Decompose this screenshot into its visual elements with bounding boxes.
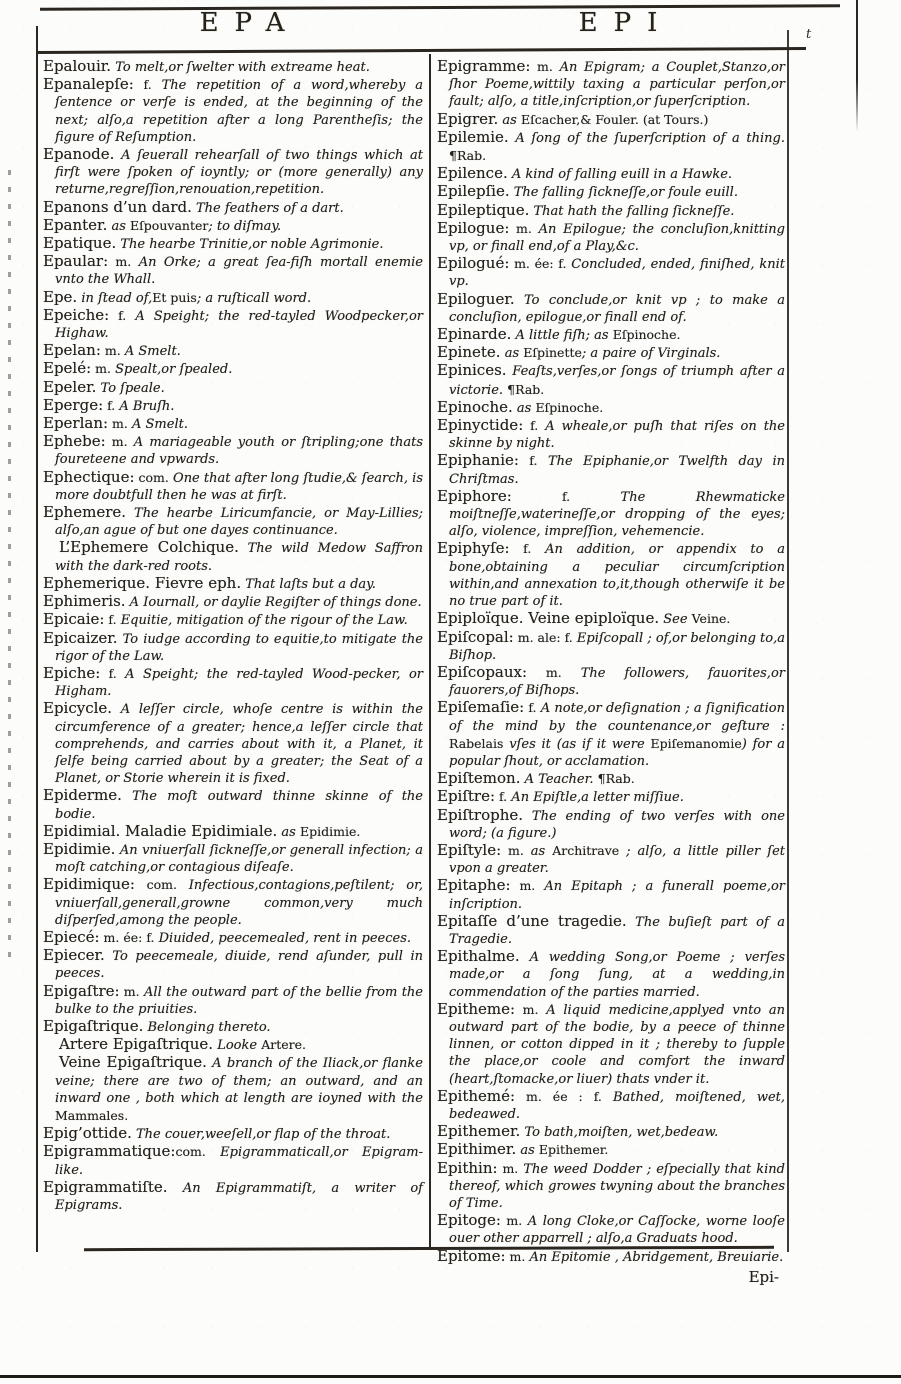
entry-text: A long Cloke,or Caſſocke, worne looſe ouer other apparrell ; alſo,a Graduats hood. bbox=[449, 1214, 785, 1247]
entry-headword: Ephemerique. Fievre eph. bbox=[43, 573, 242, 592]
dictionary-entry bbox=[437, 913, 785, 948]
dictionary-entry bbox=[437, 1212, 785, 1247]
entry-text: An Epitomie , Abridgement, Breuiarie. bbox=[525, 1249, 784, 1265]
entry-text: Eſpinoche. bbox=[612, 327, 681, 343]
entry-headword: Ephectique: bbox=[43, 467, 135, 486]
dictionary-entry bbox=[437, 699, 785, 770]
entry-headword: Epilence. bbox=[437, 164, 508, 183]
entry-headword: Epanode. bbox=[43, 145, 115, 164]
right-column bbox=[437, 58, 785, 1286]
entry-headword: Epiſtemon. bbox=[437, 769, 521, 788]
entry-headword: Epicaie: bbox=[43, 610, 105, 629]
entry-headword: Epe. bbox=[43, 287, 78, 306]
running-head-epi: EPI bbox=[578, 8, 674, 38]
entry-text: All the outward part of the bellie from the bulke to the priuities. bbox=[55, 984, 423, 1017]
dictionary-entry bbox=[437, 488, 785, 541]
entry-text: That laſts but a day. bbox=[241, 576, 376, 592]
dictionary-entry bbox=[437, 129, 785, 165]
right-frame-border bbox=[787, 30, 789, 1252]
entry-text: A wedding Song,or Poeme ; verſes made,or a ſong ſung, at a wedding,in commendation of the parties married. bbox=[449, 950, 785, 1000]
entry-text: A Bruſh. bbox=[115, 398, 175, 414]
entry-text: A Iournall, or daylie Regiſter of things done. bbox=[125, 595, 422, 611]
entry-text: An vniuerſall ſickneſſe,or generall infection; a moſt catching,or contagious diſeaſe. bbox=[55, 842, 423, 876]
dictionary-entry bbox=[437, 344, 785, 362]
entry-headword: Epeler. bbox=[43, 377, 97, 396]
entry-text: Bathed, moiſtened, wet, bedeawed. bbox=[449, 1089, 785, 1122]
entry-headword: Epigaſtrique. bbox=[43, 1016, 144, 1035]
dictionary-entry bbox=[437, 452, 785, 487]
entry-text: m. bbox=[497, 1160, 519, 1176]
entry-text: as bbox=[498, 112, 521, 128]
entry-headword: Epiſtre: bbox=[437, 787, 496, 806]
dictionary-entry bbox=[437, 1160, 785, 1213]
entry-text: The ending of two verſes with one word; (a figure.) bbox=[449, 808, 785, 841]
entry-headword: Epinyctide: bbox=[437, 416, 524, 435]
entry-text: An Orke; a great ſea-fiſh mortall enemie vnto the Whall. bbox=[55, 255, 423, 288]
entry-headword: Epicycle. bbox=[43, 699, 113, 718]
dictionary-entry bbox=[43, 665, 423, 700]
entry-text: m. ée: f. bbox=[509, 256, 567, 272]
entry-headword: Epiphanie: bbox=[437, 451, 519, 470]
entry-headword: Epilemie. bbox=[437, 127, 509, 146]
dictionary-entry bbox=[43, 700, 423, 787]
entry-text: The repetition of a word,whereby a ſentence or verſe is ended, at the beginning of the next; alſo,a repetition after a long Parentheſis; the figure of Reſumption. bbox=[55, 78, 423, 145]
entry-text: An Epilogue; the concluſion,knitting vp, or finall end,of a Play,&c. bbox=[449, 221, 785, 255]
entry-text: Equitie, mitigation of the rigour of the Law. bbox=[116, 613, 408, 629]
entry-text: To peecemeale, diuide, rend aſunder, pull in peeces. bbox=[55, 949, 423, 982]
corner-signature-mark: t bbox=[806, 27, 812, 42]
dictionary-entry bbox=[43, 929, 423, 947]
entry-headword: Epiphore: bbox=[437, 486, 512, 505]
dictionary-entry bbox=[43, 947, 423, 982]
right-column-entries bbox=[437, 58, 785, 1266]
running-head-epa: EPA bbox=[199, 8, 301, 38]
left-frame-border bbox=[36, 26, 38, 1252]
entry-text: as bbox=[277, 824, 300, 840]
entry-text: Epigrammaticall,or Epigram-like. bbox=[55, 1145, 423, 1178]
dictionary-entry bbox=[437, 291, 785, 326]
dictionary-entry bbox=[437, 807, 785, 842]
entry-headword: Epiſtyle: bbox=[437, 840, 502, 859]
entry-headword: Epilepſie. bbox=[437, 182, 510, 201]
entry-text: m. ale: f. bbox=[513, 629, 573, 645]
header-rule bbox=[38, 47, 806, 54]
entry-headword: Epiloguer. bbox=[437, 289, 515, 308]
entry-headword: Epelan: bbox=[43, 341, 101, 360]
entry-text: A Teacher. bbox=[520, 772, 598, 788]
entry-text: The followers, fauorites,or fauorers,of Biſhops. bbox=[449, 665, 785, 699]
dictionary-entry bbox=[43, 146, 423, 199]
entry-text: A ſong of the ſuperſcription of a thing. bbox=[508, 130, 785, 146]
dictionary-entry bbox=[43, 1018, 423, 1036]
entry-headword: Epinoche. bbox=[437, 397, 513, 416]
dictionary-entry bbox=[437, 877, 785, 912]
entry-text: as bbox=[523, 843, 553, 859]
entry-text: m. bbox=[91, 361, 111, 377]
entry-text: A Speight; the red-tayled Wood-pecker, or Higham. bbox=[55, 666, 423, 700]
entry-headword: Ephemere. bbox=[43, 503, 127, 522]
dictionary-entry bbox=[43, 253, 423, 288]
entry-text: Veine. bbox=[691, 611, 731, 627]
entry-text: The hearbe Liricumfancie, or May-Lillies; alſo,an ague of but one dayes continuance. bbox=[55, 506, 423, 539]
dictionary-entry bbox=[437, 326, 785, 344]
entry-text: m. bbox=[501, 842, 524, 858]
entry-headword: Epitheme: bbox=[437, 999, 516, 1018]
dictionary-entry bbox=[43, 1036, 423, 1054]
entry-text: Eſpouvanter bbox=[130, 217, 209, 233]
dictionary-entry bbox=[43, 539, 423, 574]
entry-text: That hath the falling ſickneſſe. bbox=[529, 203, 735, 219]
entry-text: f. bbox=[523, 418, 539, 434]
dictionary-entry bbox=[437, 770, 785, 788]
dictionary-entry bbox=[437, 58, 785, 111]
dictionary-entry bbox=[43, 360, 423, 378]
entry-headword: Epinices. bbox=[437, 361, 507, 380]
entry-headword: Epileptique. bbox=[437, 200, 530, 219]
entry-text: m. ée : f. bbox=[515, 1088, 602, 1104]
entry-headword: Epaular: bbox=[43, 252, 109, 271]
entry-text: Spealt,or ſpealed. bbox=[110, 362, 233, 378]
entry-text: A Speight; the red-tayled Woodpecker,or Highaw. bbox=[55, 308, 423, 342]
entry-headword: Epithalme. bbox=[437, 947, 520, 966]
entry-text: m. bbox=[105, 434, 128, 450]
column-divider-rule bbox=[429, 54, 431, 1248]
dictionary-entry bbox=[43, 379, 423, 397]
entry-text: Mammales. bbox=[55, 1107, 129, 1123]
dictionary-entry bbox=[43, 876, 423, 929]
entry-text: An Epitaph ; a funerall poeme,or inſcription. bbox=[449, 879, 785, 912]
dictionary-entry bbox=[437, 1088, 785, 1123]
entry-text: The Rhewmaticke moiſtneſſe,waterineſſe,or dropping of the eyes; alſo, violence, impreſſion, vehemencie. bbox=[449, 489, 785, 540]
dictionary-entry bbox=[43, 307, 423, 342]
dictionary-entry bbox=[43, 787, 423, 822]
entry-text: Eſpinoche. bbox=[535, 399, 604, 415]
entry-text: ; alſo, a little piller ſet vpon a greater. bbox=[449, 843, 785, 877]
entry-headword: Epithimer. bbox=[437, 1140, 517, 1159]
entry-text: m. bbox=[500, 1213, 523, 1229]
entry-text: m. bbox=[505, 1248, 526, 1264]
entry-text: Feaſts,verſes,or ſongs of triumph after a victorie. bbox=[449, 364, 785, 398]
entry-text: m. bbox=[510, 878, 536, 894]
dictionary-entry bbox=[437, 220, 785, 255]
dictionary-entry bbox=[437, 664, 785, 699]
entry-text: Epiſemanomie bbox=[650, 735, 742, 751]
entry-text: The Epiphanie,or Twelfth day in Chriſtmas. bbox=[449, 454, 785, 487]
entry-text: ¶Rab. bbox=[449, 148, 487, 164]
dictionary-entry bbox=[43, 415, 423, 433]
entry-text: f. bbox=[509, 541, 532, 557]
entry-headword: Epigrer. bbox=[437, 109, 499, 128]
entry-text: Et puis bbox=[152, 289, 197, 305]
entry-text: The hearbe Trinitie,or noble Agrimonie. bbox=[116, 237, 384, 253]
entry-headword: Epalouir. bbox=[43, 57, 112, 75]
entry-text: f. bbox=[133, 77, 152, 93]
gutter-shadow-marks bbox=[8, 170, 11, 960]
entry-text: To bath,moiſten, wet,bedeaw. bbox=[520, 1125, 719, 1141]
entry-text: f. bbox=[518, 453, 538, 469]
dictionary-entry bbox=[437, 842, 785, 877]
entry-headword: Epitoge: bbox=[437, 1211, 501, 1230]
top-right-frame-remnant bbox=[856, 0, 858, 132]
entry-text: com. bbox=[134, 469, 169, 485]
scan-page-edge bbox=[0, 1375, 901, 1378]
dictionary-entry bbox=[437, 111, 785, 129]
dictionary-entry bbox=[43, 76, 423, 146]
entry-headword: Epitaſſe d’une tragedie. bbox=[437, 911, 627, 930]
entry-text: as bbox=[500, 346, 524, 362]
entry-headword: Epanter. bbox=[43, 215, 108, 234]
entry-headword: Epilogué: bbox=[437, 254, 510, 273]
dictionary-entry bbox=[437, 399, 785, 417]
dictionary-entry bbox=[43, 342, 423, 360]
entry-text: f. bbox=[103, 397, 116, 413]
entry-headword: Epatique. bbox=[43, 234, 117, 253]
dictionary-entry bbox=[43, 593, 423, 611]
dictionary-entry bbox=[43, 217, 423, 235]
entry-text: The wild Medow Saffron with the dark-red roots. bbox=[55, 541, 424, 574]
entry-headword: Epiderme. bbox=[43, 786, 122, 805]
entry-text: Epiſcopall ; of,or belonging to,a Biſhop. bbox=[449, 630, 785, 663]
dictionary-entry bbox=[437, 629, 785, 664]
entry-text: A leſſer circle, whoſe centre is within the circumference of a greater; hence,a leſſer circle that comprehends, and carries about with it, a Planet, it ſelfe being carried about by a greater; the Seat of a Planet, or Storie wherein it is fixed. bbox=[55, 702, 423, 787]
entry-text: A kind of falling euill in a Hawke. bbox=[507, 167, 733, 183]
entry-text: f. bbox=[524, 700, 537, 716]
entry-headword: Epanalepſe: bbox=[43, 75, 134, 94]
dictionary-entry bbox=[437, 788, 785, 806]
entry-headword: Ephebe: bbox=[43, 432, 106, 451]
dictionary-entry bbox=[437, 1248, 785, 1266]
dictionary-entry bbox=[43, 58, 423, 76]
entry-text: The couer,weeſell,or flap of the throat. bbox=[131, 1127, 391, 1143]
entry-headword: Epelé: bbox=[43, 359, 92, 378]
dictionary-entry bbox=[43, 289, 423, 307]
entry-text: m. bbox=[509, 220, 532, 236]
entry-headword: Epiecé: bbox=[43, 927, 100, 946]
entry-text: A Smelt. bbox=[120, 344, 181, 360]
entry-headword: Epicaizer. bbox=[43, 628, 118, 647]
dictionary-entry bbox=[437, 255, 785, 290]
entry-headword: Epinarde. bbox=[437, 325, 512, 344]
dictionary-entry bbox=[437, 417, 785, 452]
dictionary-entry bbox=[437, 202, 785, 220]
entry-headword: Epiploïque. Veine epiploïque. bbox=[437, 609, 660, 628]
dictionary-entry bbox=[43, 1054, 423, 1125]
entry-text: m. bbox=[527, 664, 562, 680]
entry-text: Epithemer. bbox=[538, 1142, 609, 1158]
dictionary-entry bbox=[43, 469, 423, 504]
entry-headword: Epilogue: bbox=[437, 218, 510, 237]
entry-headword: Epanons d’un dard. bbox=[43, 197, 192, 216]
catchword: Epi- bbox=[748, 1267, 779, 1286]
dictionary-entry bbox=[437, 1141, 785, 1159]
dictionary-entry bbox=[43, 1125, 423, 1143]
entry-headword: Epitaphe: bbox=[437, 876, 511, 895]
entry-headword: Epidimial. Maladie Epidimiale. bbox=[43, 821, 278, 840]
dictionary-entry bbox=[43, 199, 423, 217]
left-column bbox=[43, 58, 423, 1214]
entry-text: f. bbox=[100, 665, 117, 681]
entry-headword: Epinete. bbox=[437, 343, 501, 362]
entry-text: The feathers of a dart. bbox=[191, 200, 344, 216]
entry-headword: Epigramme: bbox=[437, 57, 531, 75]
entry-text: A branch of the Iliack,or flanke veine; there are two of them; an outward, and an inward one , both which at length are ioyned with the bbox=[55, 1056, 423, 1106]
entry-text: An addition, or appendix to a bone,obtaining a peculiar circumſcription within,and annexation to,it,though otherwiſe it be no true part of it. bbox=[449, 542, 785, 610]
dictionary-entry bbox=[43, 983, 423, 1018]
dictionary-entry bbox=[437, 1123, 785, 1141]
entry-text: The buſieſt part of a Tragedie. bbox=[449, 914, 785, 947]
entry-text: A note,or deſignation ; a ſignification of the mind by the countenance,or geſture : bbox=[449, 701, 785, 734]
entry-text: m. bbox=[100, 343, 121, 359]
dictionary-entry bbox=[43, 823, 423, 841]
entry-text: A Smelt. bbox=[127, 417, 188, 433]
entry-text: See bbox=[659, 612, 692, 628]
entry-headword: Epiſtrophe. bbox=[437, 805, 524, 824]
entry-text: com. bbox=[175, 1144, 206, 1160]
entry-text: The falling ſickneſſe,or foule euill. bbox=[509, 185, 738, 201]
dictionary-entry bbox=[43, 630, 423, 665]
entry-text: f. bbox=[109, 307, 127, 323]
entry-text: m. bbox=[108, 254, 132, 270]
entry-headword: Epigrammatique: bbox=[43, 1142, 176, 1161]
entry-text: Architrave bbox=[552, 842, 620, 858]
entry-headword: Epiſcopal: bbox=[437, 627, 514, 646]
dictionary-entry bbox=[43, 1143, 423, 1178]
entry-headword: Veine Epigaſtrique. bbox=[59, 1053, 207, 1072]
entry-headword: Epiſcopaux: bbox=[437, 662, 528, 681]
entry-text: An Epigram; a Couplet,Stanzo,or ſhor Poeme,wittily taxing a particular perſon,or fault; alſo, a title,inſcription,or ſuperſcription. bbox=[449, 60, 785, 110]
entry-text: ) for a popular ſhout, or acclamation. bbox=[449, 736, 785, 769]
entry-text: Eſpinette bbox=[523, 345, 582, 361]
entry-text: The moſt outward thinne skinne of the bodie. bbox=[55, 789, 423, 822]
dictionary-entry bbox=[43, 504, 423, 539]
dictionary-entry bbox=[43, 575, 423, 593]
dictionary-entry bbox=[43, 433, 423, 468]
entry-text: f. bbox=[104, 612, 117, 628]
entry-headword: L’Ephemere Colchique. bbox=[59, 538, 239, 557]
entry-text: An Epiſtle,a letter miſſiue. bbox=[507, 790, 684, 806]
entry-text: An Epigrammatiſt, a writer of Epigrams. bbox=[55, 1180, 423, 1213]
entry-text: Looke bbox=[213, 1038, 262, 1054]
entry-text: One that after long ſtudie,& ſearch, is more doubtfull then he was at firſt. bbox=[55, 470, 424, 503]
entry-text: Concluded, ended, finiſhed, knit vp. bbox=[449, 257, 785, 290]
entry-headword: Epithemé: bbox=[437, 1086, 516, 1105]
entry-headword: Eperlan: bbox=[43, 414, 109, 433]
entry-text: A little fiſh; as bbox=[511, 328, 613, 344]
entry-text: A wheale,or puſh that riſes on the skinne by night. bbox=[449, 419, 785, 452]
dictionary-entry bbox=[43, 397, 423, 415]
dictionary-entry bbox=[437, 362, 785, 398]
entry-text: To melt,or ſwelter with extreame heat. bbox=[111, 60, 370, 75]
dictionary-entry bbox=[43, 841, 423, 876]
entry-text: ¶Rab. bbox=[597, 771, 635, 787]
entry-text: f. bbox=[495, 789, 508, 805]
left-column-entries bbox=[43, 58, 423, 1214]
entry-text: Belonging thereto. bbox=[143, 1019, 271, 1035]
entry-headword: Artere Epigaſtrique. bbox=[59, 1035, 214, 1054]
dictionary-entry bbox=[43, 1179, 423, 1214]
dictionary-entry bbox=[437, 1001, 785, 1088]
dictionary-entry bbox=[43, 235, 423, 253]
entry-text: To ſpeale. bbox=[96, 380, 165, 396]
entry-headword: Epeiche: bbox=[43, 305, 110, 324]
entry-text: Artere. bbox=[261, 1037, 306, 1053]
entry-text: Eſcacher,& Fouler. (at Tours.) bbox=[520, 111, 709, 127]
entry-text: ; a ruſticall word. bbox=[196, 290, 312, 306]
entry-text: m. ée: f. bbox=[99, 929, 155, 945]
entry-text: ; to diſmay. bbox=[208, 218, 282, 234]
entry-text: A mariageable youth or ſtripling;one thats foureteene and vpwards. bbox=[55, 435, 423, 468]
entry-headword: Epiphyſe: bbox=[437, 539, 510, 558]
dictionary-entry bbox=[437, 610, 785, 628]
entry-text: vſes it (as if it were bbox=[503, 736, 651, 752]
entry-text: in ſtead of, bbox=[77, 290, 153, 306]
entry-text: Diuided, peecemealed, rent in peeces. bbox=[154, 930, 412, 946]
entry-text: m. bbox=[515, 1001, 539, 1017]
entry-text: A ſeuerall rehearſall of two things which at firſt were ſpoken of ioyntly; or (more generally) any returne,regreſſion,renouation,repetition. bbox=[55, 148, 423, 198]
entry-headword: Epidimie. bbox=[43, 839, 116, 858]
entry-text: m. bbox=[119, 983, 140, 999]
entry-text: com. bbox=[134, 877, 177, 893]
entry-headword: Epig’ottide. bbox=[43, 1124, 132, 1143]
entry-headword: Epigaſtre: bbox=[43, 981, 120, 1000]
entry-headword: Ephimeris. bbox=[43, 592, 126, 611]
entry-text: A liquid medicine,applyed vnto an outward part of the bodie, by a peece of thinne linnen, or cotton dipped in it ; thereby to ſupple the place,or coole and comfort the inward (heart,ſtomacke,or liuer) thats vnder it. bbox=[449, 1002, 785, 1087]
dictionary-entry bbox=[437, 948, 785, 1001]
entry-text: Rabelais bbox=[449, 735, 504, 751]
entry-text: m. bbox=[108, 416, 128, 432]
dictionary-entry bbox=[437, 165, 785, 183]
entry-text: as bbox=[516, 1143, 539, 1159]
entry-headword: Epiecer. bbox=[43, 946, 105, 965]
entry-text: Epidimie. bbox=[299, 823, 361, 839]
entry-text: as bbox=[107, 218, 131, 234]
entry-text: m. bbox=[530, 59, 553, 74]
entry-headword: Eperge: bbox=[43, 395, 104, 414]
entry-text: Infectious,contagions,peſtilent; or, vniuerſall,generall,growne common,very much diſperſed,among the people. bbox=[55, 878, 423, 928]
entry-text: To iudge according to equitie,to mitigate the rigor of the Law. bbox=[55, 631, 423, 664]
entry-text: To conclude,or knit vp ; to make a concluſion, epilogue,or finall end of. bbox=[449, 292, 785, 325]
entry-headword: Epigrammatiſte. bbox=[43, 1177, 168, 1196]
entry-text: The weed Dodder ; eſpecially that kind thereof, which growes twyning about the branches of Time. bbox=[449, 1161, 785, 1211]
dictionary-entry bbox=[43, 611, 423, 629]
entry-text: f. bbox=[511, 488, 571, 504]
entry-text: as bbox=[512, 400, 536, 416]
entry-text: ¶Rab. bbox=[507, 381, 545, 397]
dictionary-entry bbox=[437, 183, 785, 201]
dictionary-entry bbox=[437, 540, 785, 610]
entry-headword: Epitome: bbox=[437, 1246, 506, 1265]
entry-headword: Epiſemaſie: bbox=[437, 698, 525, 717]
entry-text: ; a paire of Virginals. bbox=[581, 346, 721, 362]
entry-headword: Epidimique: bbox=[43, 875, 135, 894]
entry-headword: Epithemer. bbox=[437, 1122, 521, 1141]
entry-headword: Epithin: bbox=[437, 1158, 498, 1177]
entry-headword: Epiche: bbox=[43, 663, 101, 682]
